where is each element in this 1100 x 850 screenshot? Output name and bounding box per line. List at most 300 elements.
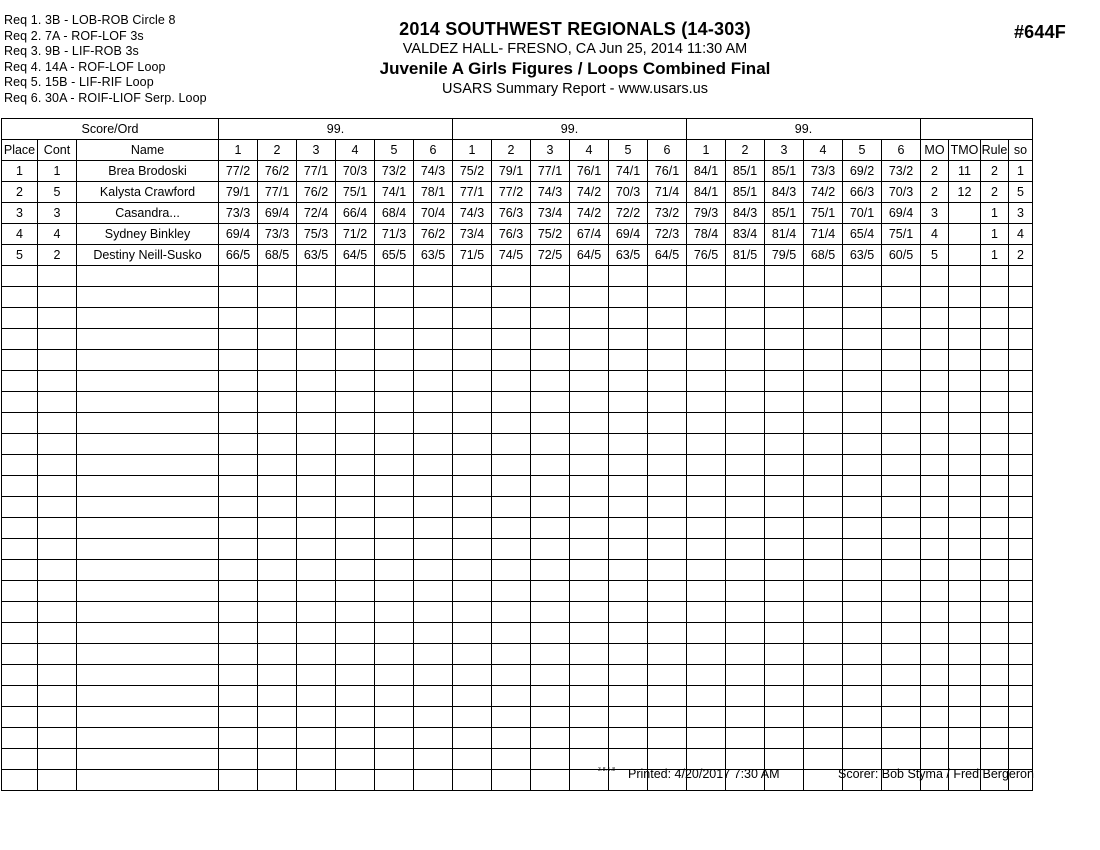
- cell-empty: [258, 581, 297, 602]
- cell-score-judge-2: 69/4: [258, 203, 297, 224]
- cell-empty: [531, 371, 570, 392]
- cell-empty: [2, 623, 38, 644]
- cell-empty: [921, 308, 949, 329]
- column-header-judge-18: 6: [882, 140, 921, 161]
- column-header-judge-1: 1: [219, 140, 258, 161]
- cell-empty: [1009, 581, 1033, 602]
- cell-empty: [1009, 728, 1033, 749]
- cell-score-judge-13: 76/5: [687, 245, 726, 266]
- cell-empty: [843, 560, 882, 581]
- cell-empty: [219, 350, 258, 371]
- cell-empty: [219, 329, 258, 350]
- cell-empty: [2, 350, 38, 371]
- cell-empty: [2, 329, 38, 350]
- cell-empty: [843, 707, 882, 728]
- cell-empty: [453, 560, 492, 581]
- cell-empty: [921, 686, 949, 707]
- cell-empty: [219, 581, 258, 602]
- cell-tmo: 12: [949, 182, 981, 203]
- cell-empty: [375, 644, 414, 665]
- cell-empty: [531, 644, 570, 665]
- cell-empty: [804, 371, 843, 392]
- cell-empty: [843, 266, 882, 287]
- cell-empty: [765, 644, 804, 665]
- cell-empty: [2, 728, 38, 749]
- cell-empty: [531, 287, 570, 308]
- table-row[interactable]: [2, 245, 1033, 266]
- cell-empty: [258, 707, 297, 728]
- cell-score-judge-5: 65/5: [375, 245, 414, 266]
- cell-empty: [1009, 665, 1033, 686]
- cell-empty: [258, 644, 297, 665]
- cell-cont: 1: [38, 161, 77, 182]
- cell-empty: [765, 665, 804, 686]
- cell-empty: [1009, 497, 1033, 518]
- cell-empty: [726, 539, 765, 560]
- cell-score-judge-5: 74/1: [375, 182, 414, 203]
- cell-rule: 1: [981, 203, 1009, 224]
- cell-empty: [570, 665, 609, 686]
- cell-empty: [687, 728, 726, 749]
- cell-empty: [648, 308, 687, 329]
- cell-empty: [570, 350, 609, 371]
- cell-empty: [765, 539, 804, 560]
- cell-empty: [219, 497, 258, 518]
- table-empty-row[interactable]: [2, 602, 1033, 623]
- cell-score-judge-12: 72/3: [648, 224, 687, 245]
- cell-empty: [648, 497, 687, 518]
- table-empty-row[interactable]: [2, 623, 1033, 644]
- event-title: 2014 SOUTHWEST REGIONALS (14-303): [399, 19, 751, 39]
- cell-empty: [77, 602, 219, 623]
- cell-empty: [453, 581, 492, 602]
- cell-empty: [1009, 455, 1033, 476]
- cell-empty: [38, 413, 77, 434]
- table-empty-row[interactable]: [2, 665, 1033, 686]
- cell-score-judge-4: 70/3: [336, 161, 375, 182]
- cell-empty: [258, 266, 297, 287]
- table-empty-row[interactable]: [2, 329, 1033, 350]
- requirement-line: Req 1. 3B - LOB-ROB Circle 8: [4, 13, 176, 27]
- cell-empty: [1009, 623, 1033, 644]
- cell-empty: [949, 623, 981, 644]
- cell-so: 2: [1009, 245, 1033, 266]
- cell-empty: [921, 539, 949, 560]
- cell-tmo: 11: [949, 161, 981, 182]
- cell-score-judge-15: 84/3: [765, 182, 804, 203]
- cell-score-judge-6: 76/2: [414, 224, 453, 245]
- cell-empty: [414, 560, 453, 581]
- cell-empty: [570, 392, 609, 413]
- cell-empty: [492, 770, 531, 791]
- cell-score-judge-12: 76/1: [648, 161, 687, 182]
- cell-empty: [414, 497, 453, 518]
- cell-empty: [414, 329, 453, 350]
- cell-score-judge-17: 63/5: [843, 245, 882, 266]
- cell-empty: [258, 602, 297, 623]
- column-header-judge-16: 4: [804, 140, 843, 161]
- cell-score-judge-7: 75/2: [453, 161, 492, 182]
- cell-empty: [726, 581, 765, 602]
- cell-empty: [648, 287, 687, 308]
- cell-empty: [375, 350, 414, 371]
- cell-empty: [2, 476, 38, 497]
- table-empty-row[interactable]: [2, 581, 1033, 602]
- cell-empty: [336, 266, 375, 287]
- cell-empty: [921, 623, 949, 644]
- cell-empty: [882, 350, 921, 371]
- cell-empty: [765, 392, 804, 413]
- cell-empty: [648, 392, 687, 413]
- table-empty-row[interactable]: [2, 539, 1033, 560]
- table-row[interactable]: [2, 161, 1033, 182]
- cell-empty: [843, 623, 882, 644]
- table-empty-row[interactable]: [2, 392, 1033, 413]
- cell-empty: [414, 644, 453, 665]
- cell-empty: [258, 350, 297, 371]
- cell-empty: [375, 539, 414, 560]
- column-header-judge-8: 2: [492, 140, 531, 161]
- table-empty-row[interactable]: [2, 476, 1033, 497]
- cell-score-judge-6: 63/5: [414, 245, 453, 266]
- cell-empty: [297, 644, 336, 665]
- cell-place: 2: [2, 182, 38, 203]
- cell-score-judge-17: 69/2: [843, 161, 882, 182]
- cell-empty: [981, 707, 1009, 728]
- cell-empty: [921, 455, 949, 476]
- cell-empty: [765, 560, 804, 581]
- cell-score-judge-5: 68/4: [375, 203, 414, 224]
- cell-empty: [609, 560, 648, 581]
- cell-empty: [453, 518, 492, 539]
- cell-empty: [2, 665, 38, 686]
- cell-empty: [726, 602, 765, 623]
- cell-empty: [949, 329, 981, 350]
- cell-empty: [2, 770, 38, 791]
- cell-empty: [414, 686, 453, 707]
- cell-so: 5: [1009, 182, 1033, 203]
- cell-empty: [1009, 266, 1033, 287]
- cell-empty: [492, 455, 531, 476]
- cell-empty: [38, 728, 77, 749]
- cell-empty: [2, 539, 38, 560]
- table-row[interactable]: [2, 182, 1033, 203]
- cell-empty: [882, 581, 921, 602]
- cell-empty: [414, 455, 453, 476]
- cell-empty: [219, 455, 258, 476]
- cell-empty: [1009, 686, 1033, 707]
- cell-score-judge-5: 71/3: [375, 224, 414, 245]
- cell-score-judge-7: 71/5: [453, 245, 492, 266]
- cell-empty: [921, 434, 949, 455]
- cell-empty: [258, 665, 297, 686]
- table-empty-row[interactable]: [2, 455, 1033, 476]
- cell-empty: [77, 350, 219, 371]
- cell-empty: [258, 329, 297, 350]
- event-code: #644F: [1013, 22, 1066, 42]
- cell-empty: [843, 665, 882, 686]
- cell-empty: [921, 497, 949, 518]
- cell-empty: [882, 602, 921, 623]
- cell-empty: [297, 287, 336, 308]
- cell-empty: [765, 329, 804, 350]
- cell-place: 4: [2, 224, 38, 245]
- cell-empty: [2, 413, 38, 434]
- cell-empty: [882, 665, 921, 686]
- cell-score-judge-9: 74/3: [531, 182, 570, 203]
- table-empty-row[interactable]: [2, 644, 1033, 665]
- cell-empty: [258, 728, 297, 749]
- cell-empty: [2, 602, 38, 623]
- table-empty-row[interactable]: [2, 497, 1033, 518]
- cell-empty: [336, 476, 375, 497]
- cell-empty: [336, 497, 375, 518]
- cell-tmo: [949, 245, 981, 266]
- cell-empty: [414, 623, 453, 644]
- cell-empty: [453, 602, 492, 623]
- cell-empty: [804, 539, 843, 560]
- cell-empty: [453, 455, 492, 476]
- cell-cont: 3: [38, 203, 77, 224]
- cell-tmo: [949, 224, 981, 245]
- cell-empty: [414, 413, 453, 434]
- cell-name: Destiny Neill-Susko: [77, 245, 219, 266]
- cell-empty: [38, 497, 77, 518]
- cell-empty: [1009, 602, 1033, 623]
- group-row-spacer: [921, 119, 1033, 140]
- cell-score-judge-8: 79/1: [492, 161, 531, 182]
- cell-empty: [570, 707, 609, 728]
- cell-empty: [1009, 518, 1033, 539]
- cell-empty: [843, 518, 882, 539]
- cell-empty: [921, 476, 949, 497]
- cell-empty: [77, 455, 219, 476]
- cell-empty: [258, 434, 297, 455]
- cell-empty: [981, 392, 1009, 413]
- cell-empty: [609, 665, 648, 686]
- cell-empty: [258, 770, 297, 791]
- scorer-credit: Scorer: Bob Styma / Fred Bergeron: [838, 767, 1034, 781]
- cell-empty: [414, 266, 453, 287]
- cell-empty: [492, 728, 531, 749]
- cell-empty: [981, 329, 1009, 350]
- cell-empty: [531, 518, 570, 539]
- cell-empty: [38, 392, 77, 413]
- cell-empty: [882, 329, 921, 350]
- cell-score-judge-3: 63/5: [297, 245, 336, 266]
- cell-empty: [609, 329, 648, 350]
- cell-empty: [531, 770, 570, 791]
- table-empty-row[interactable]: [2, 434, 1033, 455]
- cell-empty: [765, 728, 804, 749]
- table-empty-row[interactable]: [2, 728, 1033, 749]
- cell-empty: [570, 329, 609, 350]
- report-header: [230, 18, 920, 99]
- requirements-list: [4, 13, 234, 107]
- cell-empty: [38, 266, 77, 287]
- cell-empty: [336, 770, 375, 791]
- cell-empty: [921, 581, 949, 602]
- cell-empty: [375, 455, 414, 476]
- table-empty-row[interactable]: [2, 308, 1033, 329]
- cell-empty: [2, 308, 38, 329]
- cell-empty: [414, 434, 453, 455]
- cell-score-judge-7: 77/1: [453, 182, 492, 203]
- cell-empty: [375, 686, 414, 707]
- table-row[interactable]: [2, 203, 1033, 224]
- cell-empty: [453, 728, 492, 749]
- cell-mo: 3: [921, 203, 949, 224]
- cell-empty: [804, 329, 843, 350]
- cell-score-judge-3: 76/2: [297, 182, 336, 203]
- table-empty-row[interactable]: [2, 707, 1033, 728]
- cell-empty: [219, 266, 258, 287]
- cell-score-judge-16: 68/5: [804, 245, 843, 266]
- cell-score-judge-10: 74/2: [570, 182, 609, 203]
- requirement-line: Req 3. 9B - LIF-ROB 3s: [4, 44, 139, 59]
- cell-rule: 2: [981, 161, 1009, 182]
- cell-empty: [726, 497, 765, 518]
- cell-mo: 5: [921, 245, 949, 266]
- cell-score-judge-13: 78/4: [687, 224, 726, 245]
- cell-empty: [648, 413, 687, 434]
- cell-empty: [570, 602, 609, 623]
- cell-empty: [648, 728, 687, 749]
- table-empty-row[interactable]: [2, 266, 1033, 287]
- cell-empty: [804, 560, 843, 581]
- cell-empty: [687, 350, 726, 371]
- cell-empty: [1009, 308, 1033, 329]
- cell-empty: [1009, 287, 1033, 308]
- cell-empty: [949, 497, 981, 518]
- cell-empty: [492, 602, 531, 623]
- cell-empty: [38, 476, 77, 497]
- table-empty-row[interactable]: [2, 686, 1033, 707]
- cell-score-judge-4: 71/2: [336, 224, 375, 245]
- cell-score-judge-11: 69/4: [609, 224, 648, 245]
- cell-empty: [38, 770, 77, 791]
- cell-empty: [804, 602, 843, 623]
- cell-empty: [492, 644, 531, 665]
- cell-so: 3: [1009, 203, 1033, 224]
- cell-empty: [687, 392, 726, 413]
- table-row[interactable]: [2, 224, 1033, 245]
- table-empty-row[interactable]: [2, 371, 1033, 392]
- cell-name: Sydney Binkley: [77, 224, 219, 245]
- cell-empty: [1009, 350, 1033, 371]
- cell-score-judge-8: 77/2: [492, 182, 531, 203]
- cell-empty: [609, 308, 648, 329]
- requirement-line: Req 4. 14A - ROF-LOF Loop: [4, 59, 166, 74]
- cell-empty: [882, 434, 921, 455]
- cell-empty: [981, 686, 1009, 707]
- cell-empty: [687, 413, 726, 434]
- cell-empty: [804, 287, 843, 308]
- column-header-judge-10: 4: [570, 140, 609, 161]
- cell-empty: [38, 287, 77, 308]
- cell-score-judge-11: 74/1: [609, 161, 648, 182]
- cell-empty: [570, 413, 609, 434]
- cell-name: Brea Brodoski: [77, 161, 219, 182]
- cell-empty: [2, 287, 38, 308]
- cell-empty: [726, 455, 765, 476]
- cell-score-judge-1: 66/5: [219, 245, 258, 266]
- cell-empty: [77, 434, 219, 455]
- cell-empty: [609, 497, 648, 518]
- cell-empty: [726, 728, 765, 749]
- cell-empty: [38, 329, 77, 350]
- cell-empty: [77, 392, 219, 413]
- cell-empty: [765, 707, 804, 728]
- cell-score-judge-13: 79/3: [687, 203, 726, 224]
- cell-empty: [453, 266, 492, 287]
- cell-empty: [77, 581, 219, 602]
- cell-empty: [687, 707, 726, 728]
- cell-score-judge-6: 78/1: [414, 182, 453, 203]
- cell-empty: [570, 308, 609, 329]
- cell-empty: [648, 623, 687, 644]
- cell-empty: [219, 413, 258, 434]
- cell-empty: [949, 686, 981, 707]
- cell-empty: [570, 518, 609, 539]
- cell-empty: [2, 434, 38, 455]
- cell-empty: [949, 350, 981, 371]
- cell-score-judge-18: 75/1: [882, 224, 921, 245]
- cell-empty: [336, 644, 375, 665]
- cell-empty: [414, 707, 453, 728]
- cell-score-judge-15: 85/1: [765, 203, 804, 224]
- cell-empty: [726, 266, 765, 287]
- cell-empty: [570, 686, 609, 707]
- cell-score-judge-4: 75/1: [336, 182, 375, 203]
- table-empty-row[interactable]: [2, 560, 1033, 581]
- cell-empty: [336, 749, 375, 770]
- cell-score-judge-18: 73/2: [882, 161, 921, 182]
- cell-empty: [414, 308, 453, 329]
- cell-empty: [843, 350, 882, 371]
- column-header-judge-7: 1: [453, 140, 492, 161]
- cell-empty: [297, 413, 336, 434]
- cell-score-judge-2: 68/5: [258, 245, 297, 266]
- cell-empty: [765, 623, 804, 644]
- cell-empty: [570, 476, 609, 497]
- cell-empty: [492, 371, 531, 392]
- cell-score-judge-11: 72/2: [609, 203, 648, 224]
- division-title: Juvenile A Girls Figures / Loops Combined Final: [379, 59, 771, 78]
- cell-empty: [648, 686, 687, 707]
- cell-empty: [882, 686, 921, 707]
- cell-empty: [414, 518, 453, 539]
- cell-empty: [38, 602, 77, 623]
- cell-empty: [726, 329, 765, 350]
- cell-empty: [336, 455, 375, 476]
- cell-empty: [77, 371, 219, 392]
- cell-empty: [492, 476, 531, 497]
- cell-empty: [765, 308, 804, 329]
- column-header-judge-13: 1: [687, 140, 726, 161]
- table-empty-row[interactable]: [2, 413, 1033, 434]
- cell-empty: [492, 581, 531, 602]
- cell-empty: [921, 371, 949, 392]
- cell-empty: [453, 686, 492, 707]
- column-header-name: Name: [77, 140, 219, 161]
- cell-score-judge-15: 81/4: [765, 224, 804, 245]
- table-empty-row[interactable]: [2, 350, 1033, 371]
- table-empty-row[interactable]: [2, 518, 1033, 539]
- cell-empty: [297, 749, 336, 770]
- cell-empty: [804, 749, 843, 770]
- table-empty-row[interactable]: [2, 287, 1033, 308]
